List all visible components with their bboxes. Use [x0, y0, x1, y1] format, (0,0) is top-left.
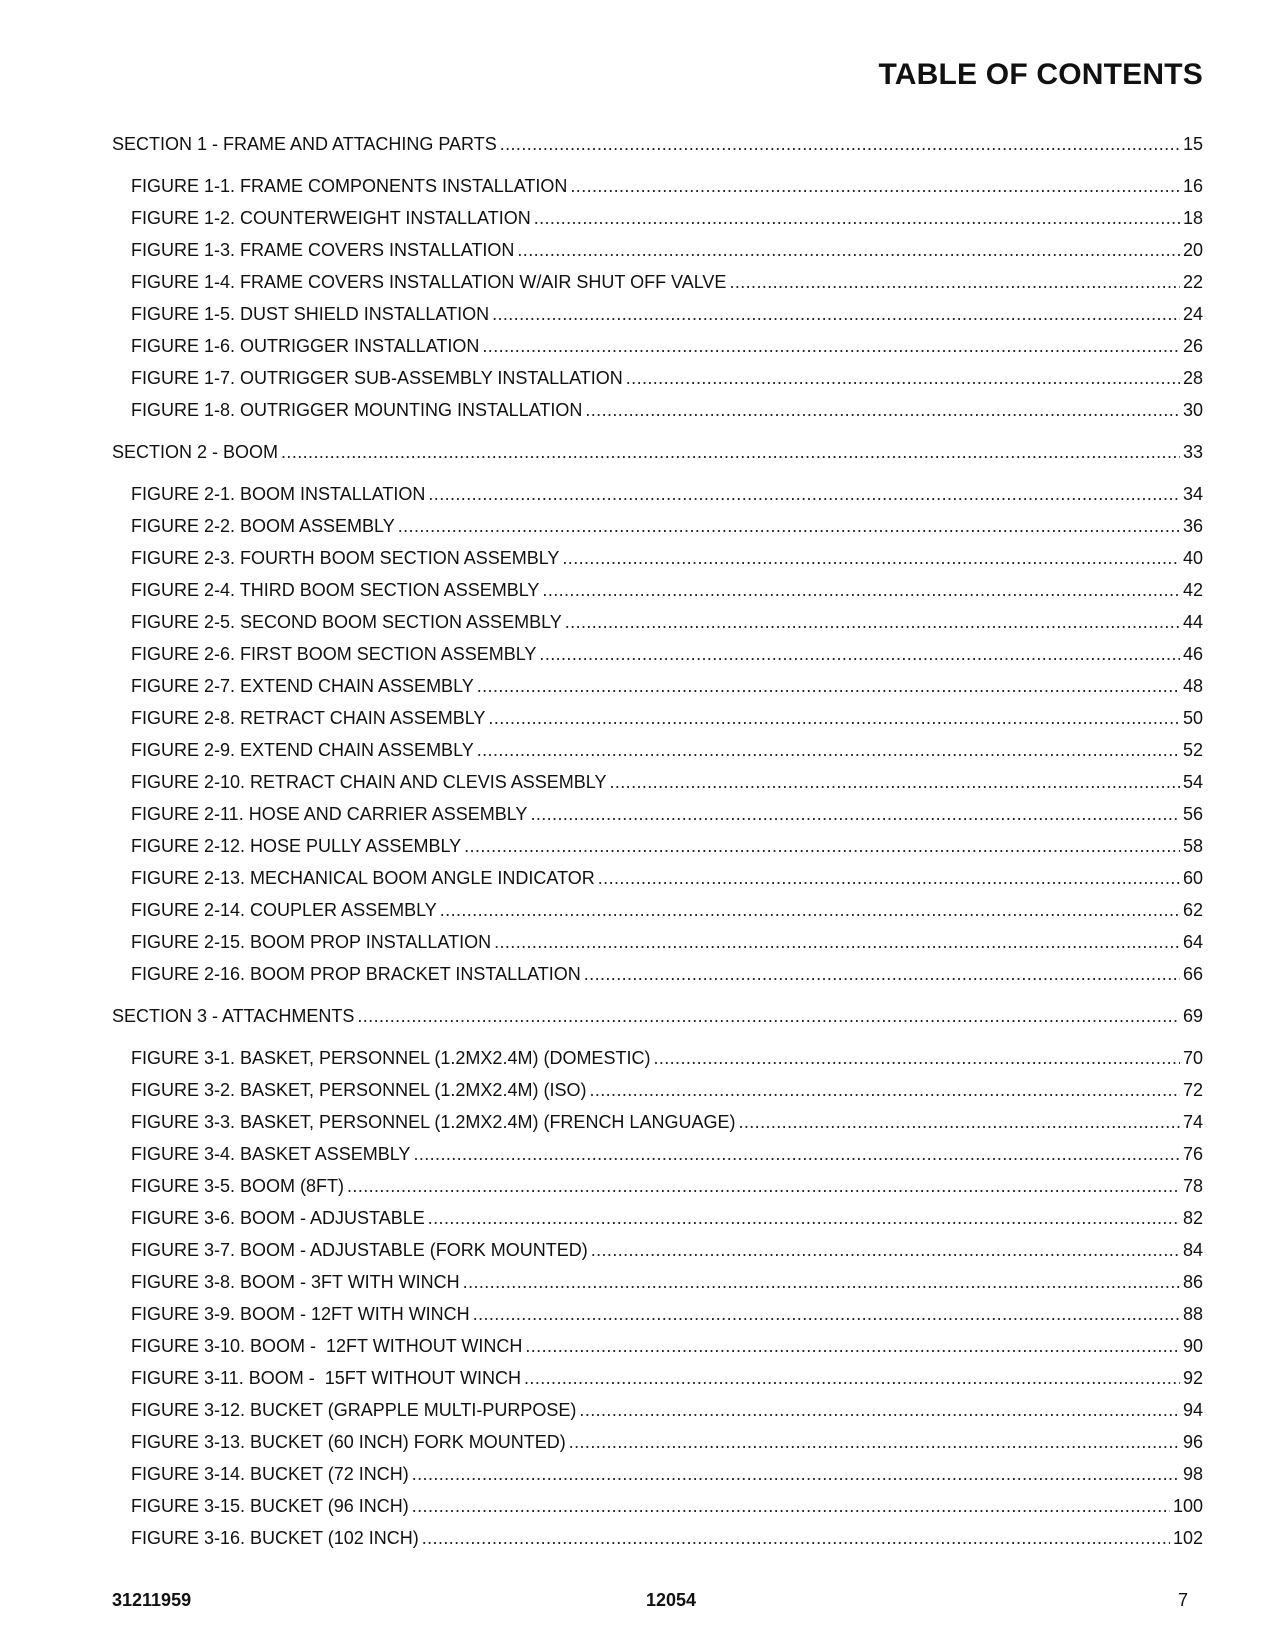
- toc-entry-page: 15: [1182, 134, 1203, 154]
- toc-figure-entry[interactable]: [112, 862, 1203, 894]
- toc-entry-page: 40: [1182, 548, 1203, 568]
- toc-entry-label: FIGURE 3-2. BASKET, PERSONNEL (1.2MX2.4M) (ISO): [131, 1080, 587, 1100]
- toc-entry-label: FIGURE 2-12. HOSE PULLY ASSEMBLY: [131, 836, 462, 856]
- dot-leader: [347, 1170, 1180, 1202]
- toc-entry-label: FIGURE 3-7. BOOM - ADJUSTABLE (FORK MOUNTED): [131, 1240, 588, 1260]
- toc-entry-label: FIGURE 3-11. BOOM - 15FT WITHOUT WINCH: [131, 1368, 522, 1388]
- dot-leader: [494, 926, 1180, 958]
- footer-page-number: 7: [1178, 1590, 1189, 1610]
- toc-figure-entry[interactable]: [112, 1458, 1203, 1490]
- toc-figure-entry[interactable]: [112, 1522, 1203, 1554]
- toc-entry-page: 24: [1182, 304, 1203, 324]
- dot-leader: [653, 1042, 1180, 1074]
- toc-entry-label: FIGURE 2-8. RETRACT CHAIN ASSEMBLY: [131, 708, 486, 728]
- toc-entry-page: 58: [1182, 836, 1203, 856]
- toc-entry-label: FIGURE 3-8. BOOM - 3FT WITH WINCH: [131, 1272, 460, 1292]
- dot-leader: [473, 1298, 1180, 1330]
- toc-entry-page: 82: [1182, 1208, 1203, 1228]
- toc-entry-label: FIGURE 3-9. BOOM - 12FT WITH WINCH: [131, 1304, 470, 1324]
- dot-leader: [357, 1000, 1180, 1032]
- toc-figure-entry[interactable]: [112, 638, 1203, 670]
- toc-entry-label: FIGURE 1-8. OUTRIGGER MOUNTING INSTALLATION: [131, 400, 583, 420]
- toc-section-entry[interactable]: [112, 1000, 1203, 1032]
- toc-figure-entry[interactable]: [112, 766, 1203, 798]
- toc-entry-label: FIGURE 1-7. OUTRIGGER SUB-ASSEMBLY INSTALLATION: [131, 368, 623, 388]
- toc-entry-label: FIGURE 2-7. EXTEND CHAIN ASSEMBLY: [131, 676, 474, 696]
- toc-figure-entry[interactable]: [112, 1298, 1203, 1330]
- toc-entry-label: FIGURE 1-1. FRAME COMPONENTS INSTALLATION: [131, 176, 568, 196]
- toc-figure-entry[interactable]: [112, 798, 1203, 830]
- toc-entry-label: FIGURE 2-4. THIRD BOOM SECTION ASSEMBLY: [131, 580, 540, 600]
- toc-entry-label: FIGURE 3-3. BASKET, PERSONNEL (1.2MX2.4M) (FRENCH LANGUAGE): [131, 1112, 736, 1132]
- dot-leader: [517, 234, 1180, 266]
- toc-figure-entry[interactable]: [112, 394, 1203, 426]
- toc-entry-label: FIGURE 2-6. FIRST BOOM SECTION ASSEMBLY: [131, 644, 537, 664]
- dot-leader: [565, 606, 1180, 638]
- toc-entry-label: FIGURE 3-16. BUCKET (102 INCH): [131, 1528, 419, 1548]
- toc-figure-entry[interactable]: [112, 1106, 1203, 1138]
- page-title: TABLE OF CONTENTS: [878, 58, 1203, 91]
- dot-leader: [524, 1362, 1180, 1394]
- toc-figure-entry[interactable]: [112, 1202, 1203, 1234]
- toc-entry-label: SECTION 3 - ATTACHMENTS: [112, 1006, 355, 1026]
- toc-entry-label: FIGURE 1-2. COUNTERWEIGHT INSTALLATION: [131, 208, 531, 228]
- toc-entry-page: 62: [1182, 900, 1203, 920]
- toc-entry-page: 18: [1182, 208, 1203, 228]
- toc-figure-entry[interactable]: [112, 1330, 1203, 1362]
- toc-entry-label: FIGURE 3-6. BOOM - ADJUSTABLE: [131, 1208, 425, 1228]
- footer-code: 12054: [646, 1590, 697, 1610]
- toc-entry-page: 78: [1182, 1176, 1203, 1196]
- dot-leader: [534, 202, 1180, 234]
- toc-entry-label: FIGURE 2-1. BOOM INSTALLATION: [131, 484, 426, 504]
- dot-leader: [525, 1330, 1180, 1362]
- dot-leader: [569, 1426, 1180, 1458]
- toc-entry-page: 52: [1182, 740, 1203, 760]
- toc-entry-page: 56: [1182, 804, 1203, 824]
- toc-figure-entry[interactable]: [112, 234, 1203, 266]
- toc-figure-entry[interactable]: [112, 1266, 1203, 1298]
- toc-entry-page: 30: [1182, 400, 1203, 420]
- dot-leader: [562, 542, 1180, 574]
- dot-leader: [598, 862, 1180, 894]
- toc-entry-page: 22: [1182, 272, 1203, 292]
- dot-leader: [626, 362, 1180, 394]
- dot-leader: [579, 1394, 1180, 1426]
- dot-leader: [482, 330, 1180, 362]
- toc-entry-label: FIGURE 2-11. HOSE AND CARRIER ASSEMBLY: [131, 804, 528, 824]
- toc-entry-page: 94: [1182, 1400, 1203, 1420]
- toc-figure-entry[interactable]: [112, 1042, 1203, 1074]
- toc-entry-label: SECTION 1 - FRAME AND ATTACHING PARTS: [112, 134, 497, 154]
- toc-figure-entry[interactable]: [112, 926, 1203, 958]
- toc-entry-label: FIGURE 1-3. FRAME COVERS INSTALLATION: [131, 240, 515, 260]
- dot-leader: [412, 1458, 1180, 1490]
- toc-entry-label: FIGURE 2-3. FOURTH BOOM SECTION ASSEMBLY: [131, 548, 560, 568]
- toc-entry-label: FIGURE 2-16. BOOM PROP BRACKET INSTALLATION: [131, 964, 581, 984]
- dot-leader: [492, 298, 1180, 330]
- toc-entry-page: 66: [1182, 964, 1203, 984]
- toc-entry-page: 72: [1182, 1080, 1203, 1100]
- toc-entry-page: 100: [1172, 1496, 1203, 1516]
- dot-leader: [477, 734, 1180, 766]
- toc-entry-page: 60: [1182, 868, 1203, 888]
- toc-entry-page: 28: [1182, 368, 1203, 388]
- toc-figure-entry[interactable]: [112, 606, 1203, 638]
- dot-leader: [413, 1138, 1180, 1170]
- toc-figure-entry[interactable]: [112, 170, 1203, 202]
- toc-figure-entry[interactable]: [112, 362, 1203, 394]
- dot-leader: [591, 1234, 1180, 1266]
- toc-entry-page: 33: [1182, 442, 1203, 462]
- toc-figure-entry[interactable]: [112, 1074, 1203, 1106]
- toc-entry-label: FIGURE 2-14. COUPLER ASSEMBLY: [131, 900, 437, 920]
- toc-figure-entry[interactable]: [112, 1362, 1203, 1394]
- toc-entry-label: FIGURE 2-13. MECHANICAL BOOM ANGLE INDICATOR: [131, 868, 595, 888]
- toc-figure-entry[interactable]: [112, 958, 1203, 990]
- toc-entry-page: 86: [1182, 1272, 1203, 1292]
- dot-leader: [570, 170, 1180, 202]
- toc-entry-page: 42: [1182, 580, 1203, 600]
- toc-figure-entry[interactable]: [112, 478, 1203, 510]
- toc-entry-label: FIGURE 3-1. BASKET, PERSONNEL (1.2MX2.4M) (DOMESTIC): [131, 1048, 651, 1068]
- toc-entry-page: 98: [1182, 1464, 1203, 1484]
- toc-figure-entry[interactable]: [112, 298, 1203, 330]
- dot-leader: [412, 1490, 1170, 1522]
- toc-figure-entry[interactable]: [112, 330, 1203, 362]
- toc-entry-label: FIGURE 2-10. RETRACT CHAIN AND CLEVIS ASSEMBLY: [131, 772, 607, 792]
- toc-entry-page: 26: [1182, 336, 1203, 356]
- toc-entry-page: 102: [1172, 1528, 1203, 1548]
- toc-entry-page: 88: [1182, 1304, 1203, 1324]
- toc-entry-page: 96: [1182, 1432, 1203, 1452]
- toc-entry-label: FIGURE 2-5. SECOND BOOM SECTION ASSEMBLY: [131, 612, 562, 632]
- toc-figure-entry[interactable]: [112, 1138, 1203, 1170]
- toc-figure-entry[interactable]: [112, 1170, 1203, 1202]
- dot-leader: [281, 436, 1180, 468]
- table-of-contents: [112, 128, 1203, 1554]
- toc-figure-entry[interactable]: [112, 1394, 1203, 1426]
- toc-entry-page: 90: [1182, 1336, 1203, 1356]
- dot-leader: [464, 830, 1180, 862]
- toc-entry-page: 34: [1182, 484, 1203, 504]
- toc-entry-page: 74: [1182, 1112, 1203, 1132]
- toc-figure-entry[interactable]: [112, 266, 1203, 298]
- toc-entry-label: SECTION 2 - BOOM: [112, 442, 279, 462]
- dot-leader: [422, 1522, 1170, 1554]
- toc-entry-label: FIGURE 2-15. BOOM PROP INSTALLATION: [131, 932, 492, 952]
- dot-leader: [477, 670, 1180, 702]
- toc-entry-label: FIGURE 3-13. BUCKET (60 INCH) FORK MOUNTED): [131, 1432, 566, 1452]
- toc-entry-page: 50: [1182, 708, 1203, 728]
- dot-leader: [589, 1074, 1180, 1106]
- toc-figure-entry[interactable]: [112, 670, 1203, 702]
- toc-figure-entry[interactable]: [112, 894, 1203, 926]
- dot-leader: [500, 128, 1180, 160]
- dot-leader: [428, 478, 1180, 510]
- toc-entry-label: FIGURE 1-5. DUST SHIELD INSTALLATION: [131, 304, 490, 324]
- dot-leader: [428, 1202, 1180, 1234]
- toc-entry-page: 70: [1182, 1048, 1203, 1068]
- toc-entry-page: 46: [1182, 644, 1203, 664]
- toc-figure-entry[interactable]: [112, 1490, 1203, 1522]
- toc-entry-page: 54: [1182, 772, 1203, 792]
- toc-figure-entry[interactable]: [112, 734, 1203, 766]
- dot-leader: [530, 798, 1180, 830]
- toc-figure-entry[interactable]: [112, 1426, 1203, 1458]
- toc-figure-entry[interactable]: [112, 574, 1203, 606]
- toc-entry-page: 92: [1182, 1368, 1203, 1388]
- toc-entry-label: FIGURE 1-4. FRAME COVERS INSTALLATION W/AIR SHUT OFF VALVE: [131, 272, 727, 292]
- dot-leader: [729, 266, 1180, 298]
- toc-figure-entry[interactable]: [112, 542, 1203, 574]
- dot-leader: [609, 766, 1180, 798]
- toc-entry-label: FIGURE 3-4. BASKET ASSEMBLY: [131, 1144, 411, 1164]
- toc-figure-entry[interactable]: [112, 510, 1203, 542]
- toc-section-entry[interactable]: [112, 128, 1203, 160]
- toc-entry-page: 69: [1182, 1006, 1203, 1026]
- toc-figure-entry[interactable]: [112, 202, 1203, 234]
- toc-entry-page: 84: [1182, 1240, 1203, 1260]
- toc-entry-page: 36: [1182, 516, 1203, 536]
- dot-leader: [398, 510, 1180, 542]
- dot-leader: [738, 1106, 1180, 1138]
- toc-entry-label: FIGURE 3-5. BOOM (8FT): [131, 1176, 345, 1196]
- dot-leader: [542, 574, 1180, 606]
- dot-leader: [463, 1266, 1180, 1298]
- toc-entry-label: FIGURE 3-12. BUCKET (GRAPPLE MULTI-PURPOSE): [131, 1400, 577, 1420]
- toc-entry-page: 64: [1182, 932, 1203, 952]
- toc-entry-label: FIGURE 3-15. BUCKET (96 INCH): [131, 1496, 409, 1516]
- toc-entry-label: FIGURE 2-9. EXTEND CHAIN ASSEMBLY: [131, 740, 474, 760]
- toc-entry-page: 76: [1182, 1144, 1203, 1164]
- toc-figure-entry[interactable]: [112, 1234, 1203, 1266]
- dot-leader: [539, 638, 1180, 670]
- toc-entry-page: 20: [1182, 240, 1203, 260]
- dot-leader: [585, 394, 1180, 426]
- toc-entry-page: 16: [1182, 176, 1203, 196]
- dot-leader: [584, 958, 1180, 990]
- dot-leader: [488, 702, 1180, 734]
- toc-figure-entry[interactable]: [112, 702, 1203, 734]
- toc-entry-page: 44: [1182, 612, 1203, 632]
- toc-entry-label: FIGURE 1-6. OUTRIGGER INSTALLATION: [131, 336, 480, 356]
- toc-entry-label: FIGURE 2-2. BOOM ASSEMBLY: [131, 516, 395, 536]
- toc-entry-page: 48: [1182, 676, 1203, 696]
- toc-section-entry[interactable]: [112, 436, 1203, 468]
- toc-figure-entry[interactable]: [112, 830, 1203, 862]
- toc-entry-label: FIGURE 3-10. BOOM - 12FT WITHOUT WINCH: [131, 1336, 523, 1356]
- footer-part-number: 31211959: [112, 1590, 192, 1610]
- toc-entry-label: FIGURE 3-14. BUCKET (72 INCH): [131, 1464, 409, 1484]
- dot-leader: [440, 894, 1180, 926]
